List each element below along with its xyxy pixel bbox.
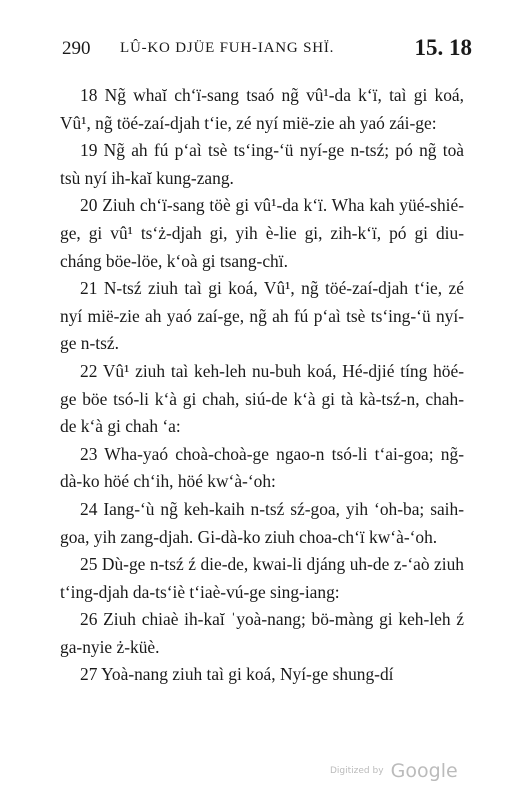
page-number: 290 — [62, 38, 91, 59]
verse-25: 25 Dù-ge n-tsź ź die-de, kwai-li djáng uh-de z-‘aò ziuh t‘ing-djah da-ts‘iè t‘iaè-vú-ge sing-iang: — [60, 554, 464, 602]
verse-27: 27 Yoà-nang ziuh taì gi koá, Nyí-ge shung-dí — [80, 664, 394, 685]
running-title: LÛ-KO DJÜE FUH-IANG SHÏ. — [120, 40, 335, 56]
verse-21: 21 N-tsź ziuh taì gi koá, Vû¹, ng̃ töé-zaí-djah t‘ie, zé nyí mië-zie ah yaó zaí-ge, ng̃ ah fú p‘aì tsè ts‘ing-‘ü nyí-ge n-tsź. — [60, 278, 464, 354]
verse-text-block — [60, 82, 464, 689]
verse-26: 26 Ziuh chiaè ih-kaĭ ˈyoà-nang; bö-màng gi keh-leh ź ga-nyie ż-küè. — [60, 609, 464, 657]
running-header — [62, 35, 472, 66]
watermark-prefix: Digitized by — [330, 766, 384, 776]
verse-18: 18 Ng̃ whaĭ ch‘ï-sang tsaó ng̃ vû¹-da k‘ï, taì gi koá, Vû¹, ng̃ töé-zaí-djah t‘ie, zé nyí mië-zie ah yaó zái-ge: — [60, 85, 464, 133]
verse-24: 24 Iang-‘ù ng̃ keh-kaih n-tsź sź-goa, yih ‘oh-ba; saih-goa, yih zang-djah. Gi-dà-ko ziuh choa-ch‘ï kw‘à-‘oh. — [60, 498, 464, 547]
verse-20: 20 Ziuh ch‘ï-sang töè gi vû¹-da k‘ï. Wha kah yüé-shié-ge, gi vû¹ ts‘ż-djah gi, yih è-lie gi, zih-k‘ï, pó gi diu-cháng böe-löe, k‘oà gi tsang-chï. — [60, 195, 464, 271]
verse-23: 23 Wha-yaó choà-choà-ge ngao-n tsó-li t‘ai-goa; ng̃-dà-ko höé ch‘ih, höé kw‘à-‘oh: — [60, 443, 464, 492]
digitization-watermark — [330, 760, 458, 782]
verse-22: 22 Vû¹ ziuh taì keh-leh nu-buh koá, Hé-djié tíng höé-ge böe tsó-li k‘à gi chah, siú-de k‘à gi tà kà-tsź-n, chah-de k‘à gi chah ‘a: — [60, 360, 464, 437]
chapter-verse-reference: 15. 18 — [414, 35, 472, 60]
verse-19: 19 Ng̃ ah fú p‘aì tsè ts‘ing-‘ü nyí-ge n-tsź; pó ng̃ toà tsù nyí ih-kaĭ kung-zang. — [60, 140, 464, 188]
google-logo: Google — [390, 760, 458, 782]
